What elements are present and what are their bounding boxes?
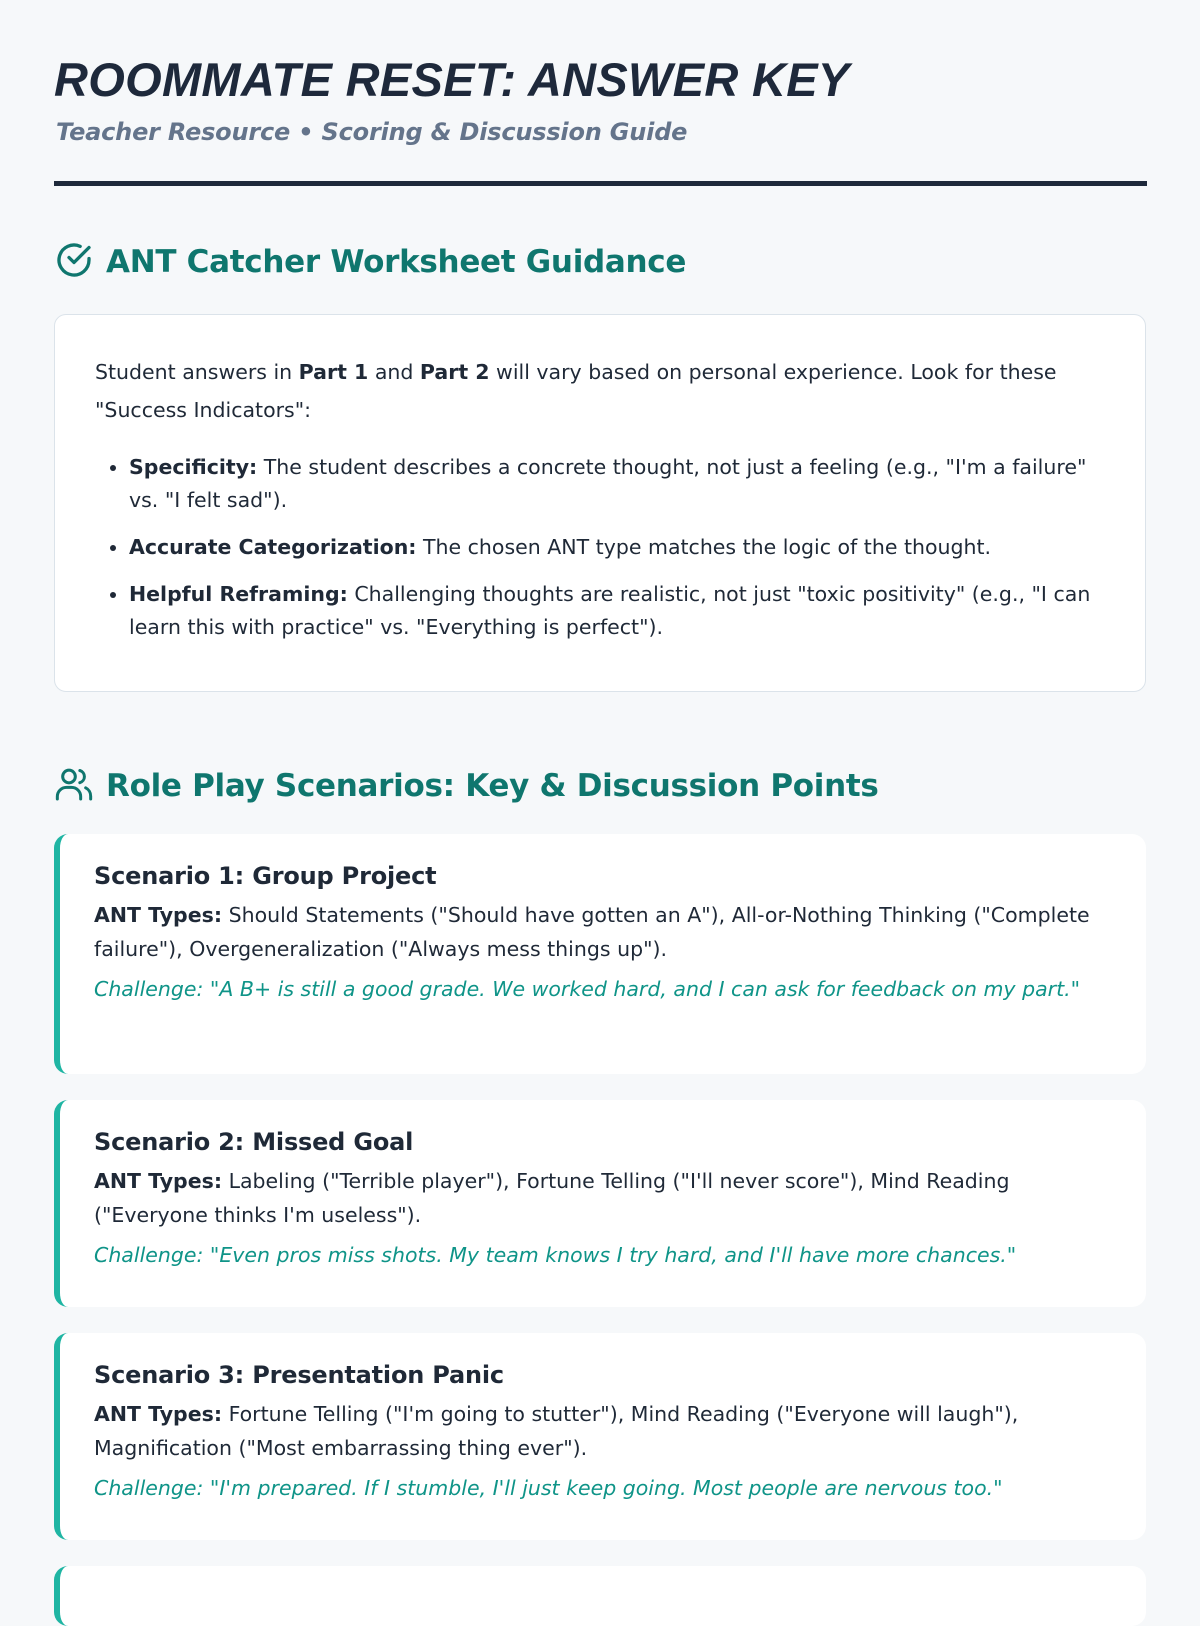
check-circle-icon <box>54 240 94 284</box>
ant-types-label: ANT Types: <box>94 903 223 927</box>
ant-types-text: Fortune Telling ("I'm going to stutter"), Mind Reading ("Everyone will laugh"), Magnification ("Most embarrassing thing ever"). <box>94 1402 1019 1460</box>
indicator-reframing <box>129 578 1105 644</box>
scenario-title: Scenario 2: Missed Goal <box>94 1128 414 1156</box>
ant-types-text: Labeling ("Terrible player"), Fortune Telling ("I'll never score"), Mind Reading ("Everyone thinks I'm useless"). <box>94 1169 1010 1227</box>
intro-part1: Part 1 <box>298 360 369 384</box>
scenario-ant-types <box>94 1164 1112 1232</box>
users-icon <box>54 764 94 808</box>
scenario-challenge: Challenge: "A B+ is still a good grade. We worked hard, and I can ask for feedback on my part." <box>94 977 1081 1001</box>
indicator-label: Accurate Categorization: <box>129 535 417 559</box>
indicator-label: Specificity: <box>129 455 258 479</box>
scenario-title: Scenario 3: Presentation Panic <box>94 1361 504 1389</box>
roleplay-section-header <box>54 764 879 808</box>
intro-part2: Part 2 <box>419 360 490 384</box>
scenario-ant-types <box>94 898 1112 966</box>
indicator-label: Helpful Reframing: <box>129 582 348 606</box>
guidance-card <box>54 314 1146 692</box>
scenario-card <box>54 1333 1146 1540</box>
guidance-section-header <box>54 240 686 284</box>
indicator-specificity <box>129 451 1105 517</box>
success-indicators-list <box>95 451 1105 644</box>
guidance-intro <box>95 353 1105 429</box>
scenario-ant-types <box>94 1397 1112 1465</box>
scenario-card <box>54 1100 1146 1307</box>
roleplay-heading: Role Play Scenarios: Key & Discussion Points <box>106 768 879 804</box>
intro-text-end: will vary based on personal experience. Look for these "Success Indicators": <box>95 360 1057 422</box>
indicator-text: The student describes a concrete thought, not just a feeling (e.g., "I'm a failure" vs. "I felt sad"). <box>129 455 1087 512</box>
intro-text-start: Student answers in <box>95 360 299 384</box>
page-title: ROOMMATE RESET: ANSWER KEY <box>54 53 850 106</box>
guidance-heading: ANT Catcher Worksheet Guidance <box>106 244 687 280</box>
indicator-categorization <box>129 531 1105 564</box>
ant-types-label: ANT Types: <box>94 1402 223 1426</box>
intro-and: and <box>368 360 420 384</box>
scenario-title: Scenario 1: Group Project <box>94 862 437 890</box>
indicator-text: Challenging thoughts are realistic, not just "toxic positivity" (e.g., "I can learn this with practice" vs. "Everything is perfect"). <box>129 582 1091 639</box>
header-divider <box>54 181 1147 186</box>
indicator-text: The chosen ANT type matches the logic of the thought. <box>416 535 992 559</box>
scenario-card-partial <box>54 1566 1146 1626</box>
ant-types-label: ANT Types: <box>94 1169 223 1193</box>
scenario-card <box>54 834 1146 1074</box>
scenario-challenge: Challenge: "I'm prepared. If I stumble, I'll just keep going. Most people are nervous too." <box>94 1476 1003 1500</box>
scenario-challenge: Challenge: "Even pros miss shots. My team knows I try hard, and I'll have more chances." <box>94 1243 1017 1267</box>
page-subtitle: Teacher Resource • Scoring & Discussion Guide <box>56 118 688 146</box>
ant-types-text: Should Statements ("Should have gotten an A"), All-or-Nothing Thinking ("Complete failure"), Overgeneralization ("Always mess things up"). <box>94 903 1090 961</box>
